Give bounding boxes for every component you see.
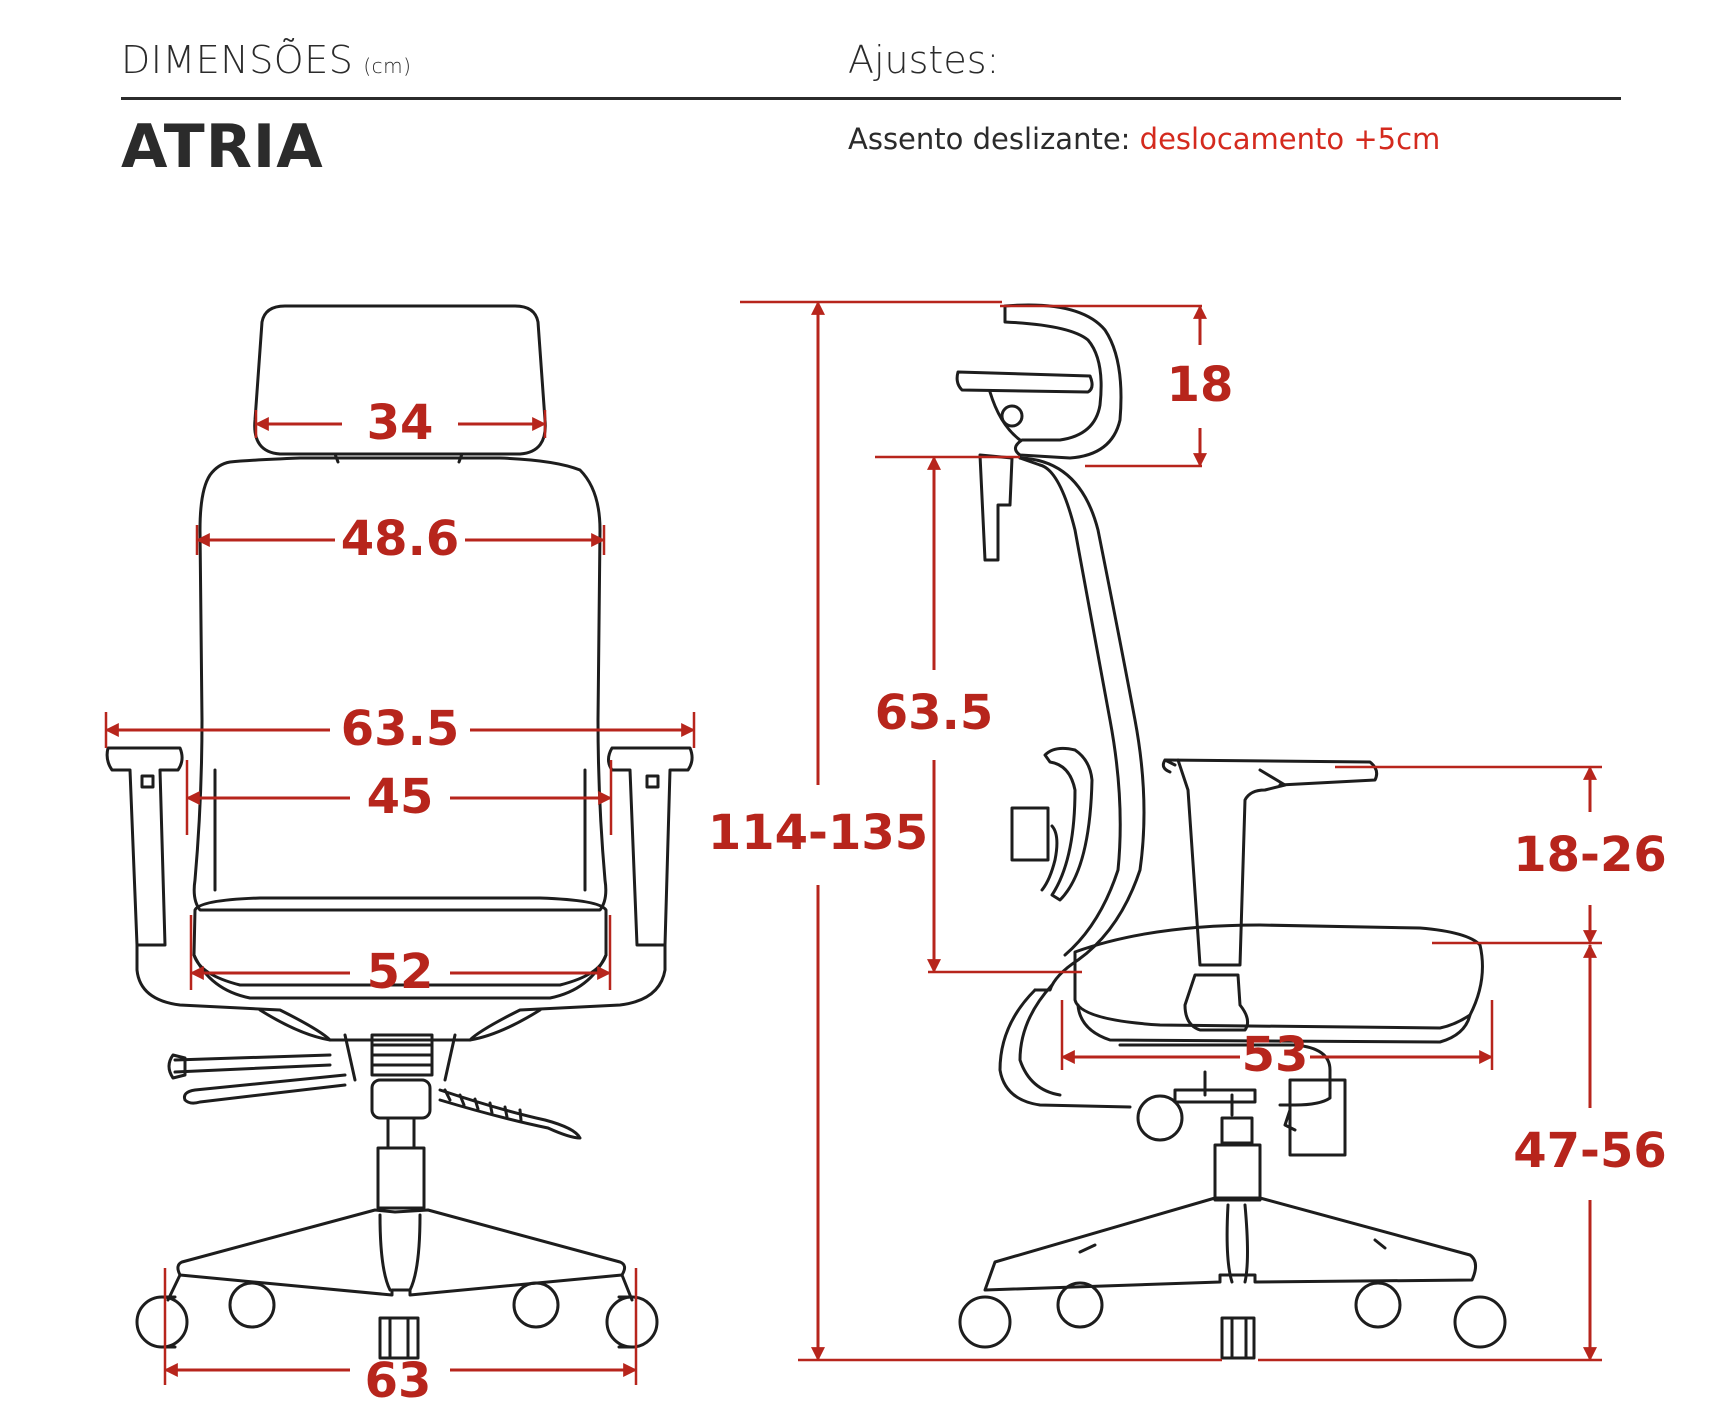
backrest-height-label: 63.5 [874,685,994,741]
side-view-chair [957,305,1505,1358]
armrest-height-label: 18-26 [1513,827,1667,883]
seat-height-label: 47-56 [1513,1123,1667,1179]
total-height-label: 114-135 [707,805,929,861]
seat-width-label: 52 [366,944,434,1000]
seat-adjustment-label: Assento deslizante: [848,122,1131,156]
backrest-width-label: 48.6 [340,511,460,567]
dimensions-label: DIMENSÕES [121,38,354,82]
seat-depth-label: 53 [1241,1027,1309,1083]
armrest-outer-width-label: 63.5 [340,701,460,757]
armrest-inner-width-label: 45 [366,769,434,825]
front-view-chair [107,306,692,1358]
seat-adjustment-value: deslocamento +5cm [1139,122,1441,156]
headrest-height-label: 18 [1166,357,1234,413]
headrest-width-label: 34 [366,395,434,451]
unit-label: (cm) [363,54,412,78]
adjustments-heading: Ajustes: [848,38,1000,82]
side-dimensions [708,302,1667,1360]
model-name: ATRIA [121,112,324,182]
base-width-label: 63 [364,1353,432,1409]
